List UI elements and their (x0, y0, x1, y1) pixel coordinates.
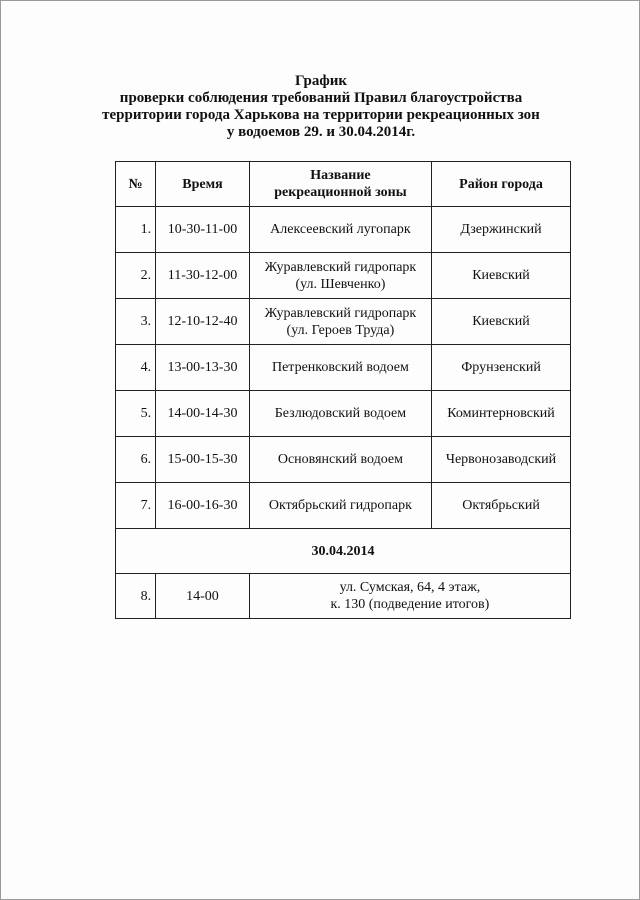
table-row (116, 574, 571, 619)
row-place (249, 574, 570, 619)
header-zone-line-2: рекреационной зоны (274, 185, 407, 200)
header-zone (249, 162, 431, 207)
row-district: Фрунзенский (432, 345, 571, 391)
row-num: 4. (116, 345, 156, 391)
row-zone (249, 391, 431, 437)
table-row (116, 391, 571, 437)
row-zone (249, 253, 431, 299)
title-line-1: График (294, 73, 348, 89)
title-line-2: проверки соблюдения требований Правил благоустройства (119, 90, 523, 106)
date-cell: 30.04.2014 (116, 529, 571, 574)
zone-line: Безлюдовский водоем (274, 406, 407, 421)
row-time: 14-00-14-30 (156, 391, 250, 437)
header-num: № (116, 162, 156, 207)
row-time: 11-30-12-00 (156, 253, 250, 299)
table-row (116, 483, 571, 529)
zone-line: Основянский водоем (277, 452, 403, 467)
zone-line: Журавлевский гидропарк (264, 259, 417, 275)
zone-line: Алексеевский лугопарк (270, 222, 411, 237)
zone-line: Журавлевский гидропарк (264, 305, 417, 321)
table-body (116, 207, 571, 529)
row-time: 16-00-16-30 (156, 483, 250, 529)
schedule-table (115, 161, 571, 619)
row-time: 14-00 (156, 574, 250, 619)
row-district: Киевский (432, 299, 571, 345)
place-line-2: к. 130 (подведение итогов) (330, 597, 490, 612)
row-zone (249, 207, 431, 253)
title-line-4: у водоемов 29. и 30.04.2014г. (226, 124, 416, 140)
row-num: 3. (116, 299, 156, 345)
row-num: 1. (116, 207, 156, 253)
table-row (116, 437, 571, 483)
row-time: 13-00-13-30 (156, 345, 250, 391)
document-title (1, 73, 640, 141)
row-num: 2. (116, 253, 156, 299)
row-district: Коминтерновский (432, 391, 571, 437)
table-row (116, 299, 571, 345)
row-district: Киевский (432, 253, 571, 299)
table-header-row (116, 162, 571, 207)
row-time: 12-10-12-40 (156, 299, 250, 345)
row-zone (249, 345, 431, 391)
row-zone (249, 437, 431, 483)
date-row (116, 529, 571, 574)
zone-line: Октябрьский гидропарк (268, 498, 412, 513)
title-line-3: территории города Харькова на территории рекреационных зон (102, 107, 540, 123)
row-district: Червонозаводский (432, 437, 571, 483)
row-zone (249, 299, 431, 345)
zone-line: (ул. Шевченко) (295, 276, 386, 292)
header-zone-line-1: Название (310, 168, 371, 183)
row-num: 5. (116, 391, 156, 437)
row-district: Дзержинский (432, 207, 571, 253)
table-row (116, 207, 571, 253)
zone-line: (ул. Героев Труда) (286, 322, 395, 338)
row-num: 6. (116, 437, 156, 483)
zone-line: Петренковский водоем (271, 360, 409, 375)
row-num: 7. (116, 483, 156, 529)
row-district: Октябрьский (432, 483, 571, 529)
row-time: 15-00-15-30 (156, 437, 250, 483)
place-line-1: ул. Сумская, 64, 4 этаж, (339, 580, 481, 595)
table-row (116, 345, 571, 391)
row-time: 10-30-11-00 (156, 207, 250, 253)
row-zone (249, 483, 431, 529)
table-row (116, 253, 571, 299)
row-num: 8. (116, 574, 156, 619)
header-district: Район города (432, 162, 571, 207)
header-time: Время (156, 162, 250, 207)
